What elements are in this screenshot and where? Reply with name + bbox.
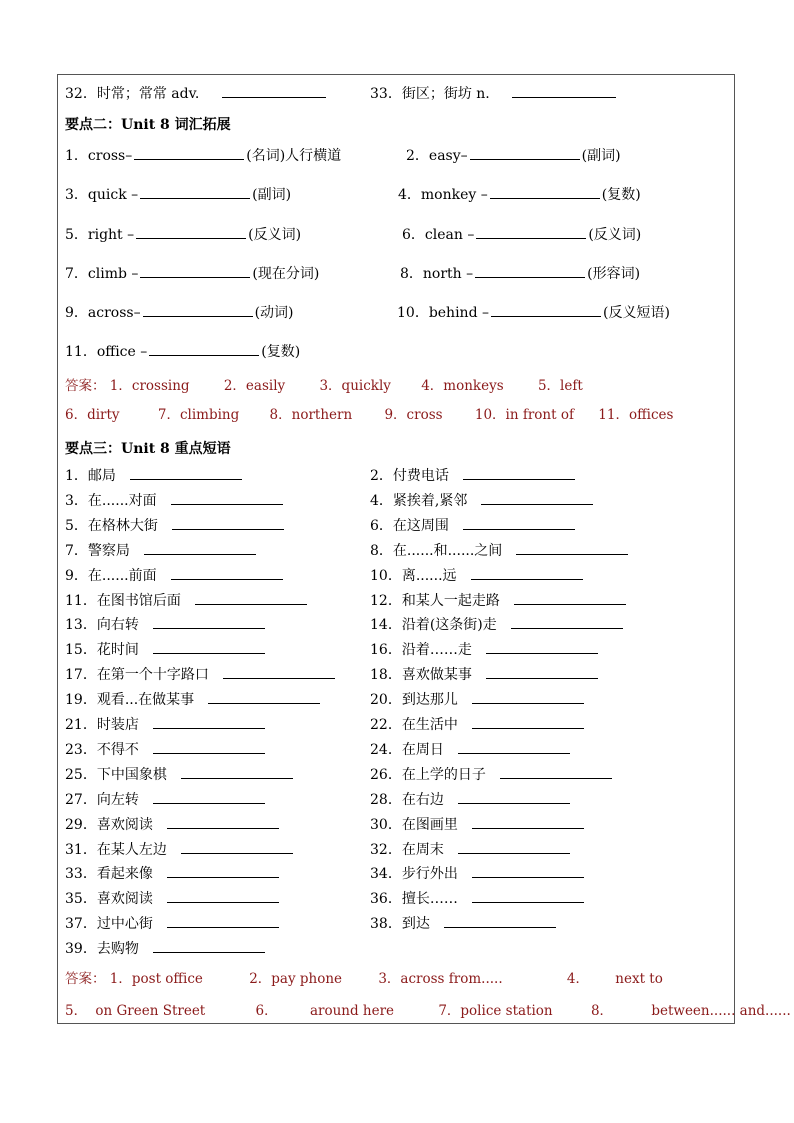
phrase-prompt: 3．在......对面 — [65, 493, 157, 509]
phrase-prompt: 5．在格林大街 — [65, 518, 158, 534]
phrase-prompt: 29．喜欢阅读 — [65, 817, 153, 833]
answer-blank[interactable] — [208, 691, 320, 704]
phrase-item — [65, 641, 267, 659]
phrase-prompt: 15．花时间 — [65, 642, 139, 658]
vocab-hint: (形容词) — [587, 266, 641, 282]
section3-answers-row1: 答案： 1．post office 2．pay phone 3．across from..... 4． next to — [65, 971, 663, 987]
answer-blank[interactable] — [153, 616, 265, 629]
vocab-prompt: 8．north – — [400, 266, 474, 282]
phrase-item — [65, 592, 309, 610]
vocab-prompt: 10．behind – — [397, 305, 489, 321]
phrase-item — [65, 492, 285, 510]
phrase-item — [65, 616, 267, 634]
vocab-item — [406, 147, 621, 165]
phrase-prompt: 31．在某人左边 — [65, 842, 167, 858]
phrase-prompt: 1．邮局 — [65, 468, 116, 484]
phrase-prompt: 18．喜欢做某事 — [370, 667, 472, 683]
answer-blank[interactable] — [223, 666, 335, 679]
phrase-prompt: 12．和某人一起走路 — [370, 593, 500, 609]
section3-answers-row2: 5． on Green Street 6． around here 7．police station 8． between...... and...... — [65, 1003, 791, 1019]
phrase-item — [370, 542, 630, 560]
phrase-item — [370, 766, 614, 784]
phrase-item — [370, 865, 586, 883]
vocab-hint: (名词)人行横道 — [246, 148, 342, 164]
phrase-prompt: 32．在周末 — [370, 842, 444, 858]
answer-blank[interactable] — [167, 890, 279, 903]
phrase-item — [65, 940, 267, 958]
phrase-item — [370, 841, 572, 859]
answer-blank[interactable] — [500, 766, 612, 779]
answer-blank[interactable] — [140, 186, 250, 199]
phrase-item — [65, 517, 286, 535]
answer-blank[interactable] — [153, 641, 265, 654]
phrase-item — [65, 741, 267, 759]
answer-blank[interactable] — [475, 265, 585, 278]
vocab-hint: (反义词) — [588, 227, 642, 243]
item-32: 32．时常；常常 adv. — [65, 85, 328, 103]
phrase-prompt: 27．向左转 — [65, 792, 139, 808]
phrase-prompt: 8．在......和......之间 — [370, 543, 503, 559]
answer-blank[interactable] — [149, 343, 259, 356]
answer-blank[interactable] — [463, 517, 575, 530]
item-33: 33．街区；街坊 n. — [370, 85, 618, 103]
phrase-prompt: 35．喜欢阅读 — [65, 891, 153, 907]
answer-blank[interactable] — [134, 147, 244, 160]
vocab-prompt: 9．across– — [65, 305, 141, 321]
phrase-prompt: 14．沿着(这条街)走 — [370, 617, 497, 633]
answer-blank[interactable] — [195, 592, 307, 605]
answer-blank[interactable] — [140, 265, 250, 278]
section2-title: 要点二：Unit 8 词汇拓展 — [65, 117, 231, 133]
phrase-prompt: 30．在图画里 — [370, 817, 458, 833]
phrase-item — [65, 691, 322, 709]
answer-blank[interactable] — [171, 492, 283, 505]
vocab-hint: (反义词) — [248, 227, 302, 243]
answer-blank[interactable] — [514, 592, 626, 605]
vocab-item — [400, 265, 640, 283]
answer-blank[interactable] — [136, 226, 246, 239]
phrase-item — [65, 542, 258, 560]
vocab-hint: (副词) — [581, 148, 621, 164]
answer-blank[interactable] — [153, 940, 265, 953]
answer-blank[interactable] — [472, 816, 584, 829]
section3-title: 要点三：Unit 8 重点短语 — [65, 441, 231, 457]
phrase-prompt: 33．看起来像 — [65, 866, 153, 882]
phrase-item — [370, 816, 586, 834]
answer-blank[interactable] — [222, 85, 326, 98]
answer-blank[interactable] — [144, 542, 256, 555]
answer-blank[interactable] — [167, 865, 279, 878]
phrase-prompt: 28．在右边 — [370, 792, 444, 808]
phrase-item — [65, 766, 295, 784]
phrase-prompt: 17．在第一个十字路口 — [65, 667, 209, 683]
vocab-item — [65, 147, 341, 165]
answer-blank[interactable] — [472, 865, 584, 878]
vocab-prompt: 4．monkey – — [398, 187, 488, 203]
phrase-item — [65, 567, 285, 585]
answer-blank[interactable] — [481, 492, 593, 505]
vocab-item — [65, 226, 301, 244]
phrase-item — [65, 890, 281, 908]
phrase-item — [370, 666, 600, 684]
phrase-prompt: 6．在这周围 — [370, 518, 449, 534]
phrase-item — [370, 517, 577, 535]
answer-blank[interactable] — [516, 542, 628, 555]
answer-blank[interactable] — [463, 467, 575, 480]
phrase-prompt: 7．警察局 — [65, 543, 130, 559]
answer-blank[interactable] — [153, 716, 265, 729]
phrase-prompt: 4．紧挨着,紧邻 — [370, 493, 468, 509]
vocab-item — [402, 226, 641, 244]
answer-blank[interactable] — [491, 304, 601, 317]
phrase-item — [65, 791, 267, 809]
phrase-prompt: 26．在上学的日子 — [370, 767, 486, 783]
answer-blank[interactable] — [472, 691, 584, 704]
phrase-item — [370, 592, 628, 610]
phrase-prompt: 13．向右转 — [65, 617, 139, 633]
vocab-prompt: 5．right – — [65, 227, 135, 243]
phrase-prompt: 37．过中心街 — [65, 916, 153, 932]
section2-answers-row2: 6．dirty 7．climbing 8．northern 9．cross 10．in front of 11．offices — [65, 407, 674, 423]
phrase-prompt: 39．去购物 — [65, 941, 139, 957]
answer-blank[interactable] — [153, 741, 265, 754]
phrase-prompt: 9．在......前面 — [65, 568, 157, 584]
phrase-item — [370, 741, 572, 759]
answer-blank[interactable] — [171, 567, 283, 580]
answer-blank[interactable] — [172, 517, 284, 530]
phrase-item — [65, 816, 281, 834]
phrase-item — [65, 865, 281, 883]
phrase-prompt: 19．观看...在做某事 — [65, 692, 195, 708]
vocab-prompt: 11．office – — [65, 344, 148, 360]
section2-answers-row1: 答案： 1．crossing 2．easily 3．quickly 4．monkeys 5．left — [65, 378, 583, 394]
vocab-hint: (复数) — [261, 344, 301, 360]
phrase-item — [65, 841, 295, 859]
phrase-item — [370, 791, 572, 809]
phrase-prompt: 24．在周日 — [370, 742, 444, 758]
answer-blank[interactable] — [143, 304, 253, 317]
answer-blank[interactable] — [130, 467, 242, 480]
phrase-item — [65, 915, 281, 933]
vocab-item — [65, 304, 294, 322]
answer-blank[interactable] — [471, 567, 583, 580]
answer-blank[interactable] — [181, 841, 293, 854]
answer-blank[interactable] — [512, 85, 616, 98]
vocab-item — [397, 304, 670, 322]
phrase-prompt: 21．时装店 — [65, 717, 139, 733]
phrase-prompt: 16．沿着……走 — [370, 642, 472, 658]
answer-blank[interactable] — [511, 616, 623, 629]
phrase-item — [65, 467, 244, 485]
phrase-item — [370, 567, 585, 585]
answer-blank[interactable] — [458, 841, 570, 854]
vocab-prompt: 1．cross– — [65, 148, 133, 164]
vocab-prompt: 2．easy– — [406, 148, 468, 164]
phrase-prompt: 25．下中国象棋 — [65, 767, 167, 783]
vocab-hint: (复数) — [601, 187, 641, 203]
answer-blank[interactable] — [472, 890, 584, 903]
phrase-prompt: 22．在生活中 — [370, 717, 458, 733]
phrase-item — [370, 467, 577, 485]
answer-blank[interactable] — [486, 666, 598, 679]
answer-blank[interactable] — [458, 741, 570, 754]
phrase-prompt: 38．到达 — [370, 916, 430, 932]
phrase-prompt: 2．付费电话 — [370, 468, 449, 484]
answer-blank[interactable] — [444, 915, 556, 928]
phrase-prompt: 20．到达那儿 — [370, 692, 458, 708]
phrase-item — [65, 666, 337, 684]
answer-blank[interactable] — [458, 791, 570, 804]
vocab-item — [65, 186, 291, 204]
phrase-item — [370, 641, 600, 659]
phrase-item — [65, 716, 267, 734]
answer-blank[interactable] — [472, 716, 584, 729]
vocab-prompt: 3．quick – — [65, 187, 139, 203]
phrase-item — [370, 890, 586, 908]
vocab-hint: (副词) — [252, 187, 292, 203]
vocab-prompt: 6．clean – — [402, 227, 475, 243]
phrase-item — [370, 716, 586, 734]
answer-blank[interactable] — [181, 766, 293, 779]
phrase-prompt: 10．离......远 — [370, 568, 457, 584]
vocab-item — [65, 265, 319, 283]
vocab-item — [65, 343, 300, 361]
phrase-item — [370, 492, 595, 510]
phrase-item — [370, 915, 558, 933]
vocab-hint: (反义短语) — [602, 305, 670, 321]
answer-blank[interactable] — [153, 791, 265, 804]
answer-blank[interactable] — [486, 641, 598, 654]
vocab-item — [398, 186, 641, 204]
vocab-hint: (现在分词) — [252, 266, 320, 282]
phrase-item — [370, 616, 625, 634]
answer-blank[interactable] — [167, 816, 279, 829]
vocab-prompt: 7．climb – — [65, 266, 139, 282]
answer-blank[interactable] — [490, 186, 600, 199]
phrase-item — [370, 691, 586, 709]
phrase-prompt: 34．步行外出 — [370, 866, 458, 882]
phrase-prompt: 36．擅长…… — [370, 891, 458, 907]
phrase-prompt: 23．不得不 — [65, 742, 139, 758]
phrase-prompt: 11．在图书馆后面 — [65, 593, 181, 609]
answer-blank[interactable] — [476, 226, 586, 239]
answer-blank[interactable] — [470, 147, 580, 160]
vocab-hint: (动词) — [254, 305, 294, 321]
answer-blank[interactable] — [167, 915, 279, 928]
